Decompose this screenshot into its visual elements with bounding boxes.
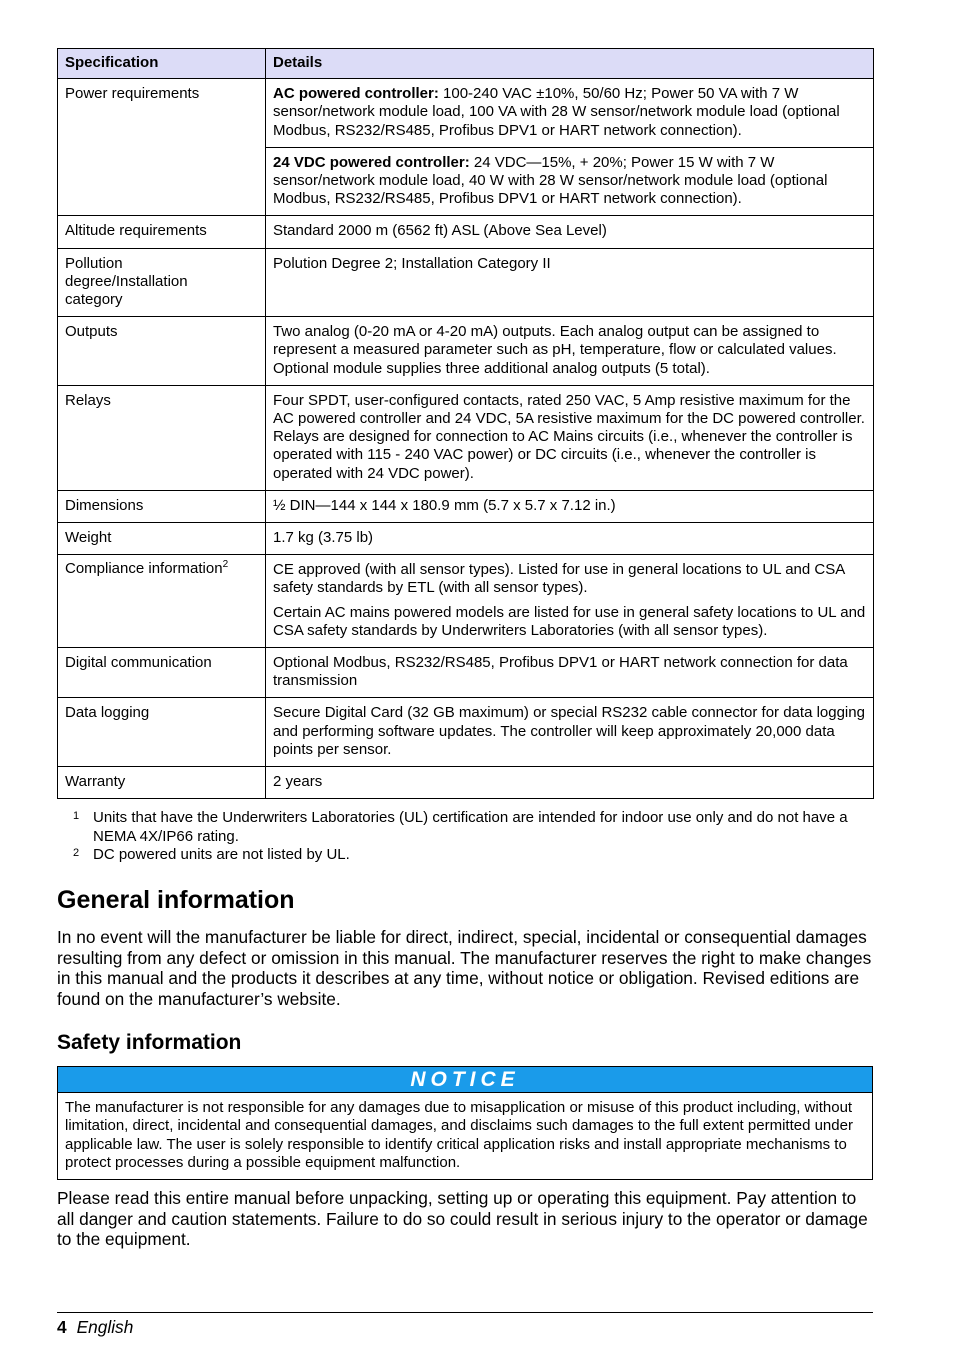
general-information-heading: General information (57, 885, 295, 914)
table-row (58, 698, 874, 767)
notice-box (57, 1066, 873, 1180)
header-details: Details (266, 49, 874, 79)
page-footer (57, 1312, 873, 1337)
footnotes (57, 809, 873, 864)
notice-title: NOTICE (58, 1067, 872, 1093)
specification-table (57, 48, 874, 799)
footnote-text: Units that have the Underwriters Laboratories (UL) certification are intended for indoor use only and do not have a NEMA 4X/IP66 rating. (93, 809, 848, 845)
spec-detail (266, 555, 874, 648)
footnote-number: 1 (73, 810, 80, 823)
table-row (58, 555, 874, 648)
spec-detail: Secure Digital Card (32 GB maximum) or special RS232 cable connector for data logging and performing software updates. The controller will keep approximately 20,000 data points per sensor. (266, 698, 874, 767)
spec-label (58, 555, 266, 648)
header-specification: Specification (58, 49, 266, 79)
spec-label: Data logging (58, 698, 266, 767)
spec-detail: Standard 2000 m (6562 ft) ASL (Above Sea Level) (266, 216, 874, 248)
notice-text: The manufacturer is not responsible for any damages due to misapplication or misuse of this product including, without limitation, direct, incidental and consequential damages, and disclaims such damages to the full extent permitted under applicable law. The user is solely responsible to identify critical application risks and install appropriate mechanisms to protect processes during a possible equipment malfunction. (65, 1099, 853, 1171)
spec-label: Digital communication (58, 648, 266, 698)
spec-detail: Two analog (0-20 mA or 4-20 mA) outputs. Each analog output can be assigned to represent a measured parameter such as pH, temperature, flow or calculated values. Optional module supplies three additional analog outputs (5 total). (266, 317, 874, 386)
compliance-detail-1: CE approved (with all sensor types). Listed for use in general locations to UL and CSA safety standards by ETL (with all sensor types). (273, 561, 845, 597)
spec-label: Relays (58, 385, 266, 490)
spec-label: Power requirements (58, 79, 266, 216)
page-content (57, 48, 873, 1250)
table-row (58, 79, 874, 148)
spec-label: Dimensions (58, 490, 266, 522)
spec-detail: 1.7 kg (3.75 lb) (266, 523, 874, 555)
page-number: 4 (57, 1317, 67, 1337)
dc-text: 24 VDC—15%, + 20%; Power 15 W with 7 W sensor/network module load, 40 W with 28 W sensor/network module load (optional Modbus, RS232/RS485, Profibus DPV1 or HART network connection). (273, 153, 828, 208)
table-row (58, 767, 874, 799)
spec-detail: Four SPDT, user-configured contacts, rated 250 VAC, 5 Amp resistive maximum for the AC powered controller and 24 VDC, 5A resistive maximum for the DC powered controller. Relays are designed for connection to AC Mains circuits (i.e., whenever the controller is operated with 115 - 240 VAC power) or DC circuits (i.e., whenever the controller is operated with 24 VDC power). (266, 385, 874, 490)
table-row (58, 490, 874, 522)
spec-label: Weight (58, 523, 266, 555)
spec-label: Altitude requirements (58, 216, 266, 248)
general-information-text: In no event will the manufacturer be liable for direct, indirect, special, incidental or consequential damages resulting from any defect or omission in this manual. The manufacturer reserves the right to make changes in this manual and the products it describes at any time, without notice or obligation. Revised editions are found on the manufacturer’s website. (57, 926, 872, 1009)
compliance-label: Compliance information (65, 560, 223, 578)
footer-language: English (76, 1317, 134, 1337)
spec-detail (266, 79, 874, 148)
spec-detail (266, 147, 874, 216)
table-row (58, 216, 874, 248)
table-row (58, 523, 874, 555)
table-row (58, 385, 874, 490)
spec-detail: ½ DIN—144 x 144 x 180.9 mm (5.7 x 5.7 x 7.12 in.) (266, 490, 874, 522)
spec-detail: 2 years (266, 767, 874, 799)
spec-detail: Optional Modbus, RS232/RS485, Profibus DPV1 or HART network connection for data transmission (266, 648, 874, 698)
spec-label: Warranty (58, 767, 266, 799)
spec-label: Pollution degree/Installation category (58, 248, 266, 317)
spec-label: Outputs (58, 317, 266, 386)
footnote-number: 2 (73, 846, 80, 859)
footnote (57, 809, 873, 845)
footnote-text: DC powered units are not listed by UL. (93, 845, 350, 863)
ac-text: 100-240 VAC ±10%, 50/60 Hz; Power 50 VA with 7 W sensor/network module load, 100 VA with 28 W sensor/network module load (optional Modbus, RS232/RS485, Profibus DPV1 or HART network connection). (273, 85, 840, 139)
safety-information-text: Please read this entire manual before unpacking, setting up or operating this equipment. Pay attention to all danger and caution statements. Failure to do so could result in serious injury to the operator or damage to the equipment. (57, 1188, 868, 1250)
footnote-ref: 2 (222, 559, 229, 571)
ac-lead: AC powered controller: (273, 85, 439, 103)
footnote (57, 846, 873, 864)
table-row (58, 248, 874, 317)
table-header-row (58, 49, 874, 79)
safety-information-heading: Safety information (57, 1031, 242, 1055)
compliance-detail-2: Certain AC mains powered models are listed for use in general safety locations to UL and CSA safety standards by Underwriters Laboratories (with all sensor types). (273, 603, 866, 639)
table-row (58, 317, 874, 386)
spec-detail: Polution Degree 2; Installation Category II (266, 248, 874, 317)
dc-lead: 24 VDC powered controller: (273, 153, 470, 171)
table-row (58, 648, 874, 698)
